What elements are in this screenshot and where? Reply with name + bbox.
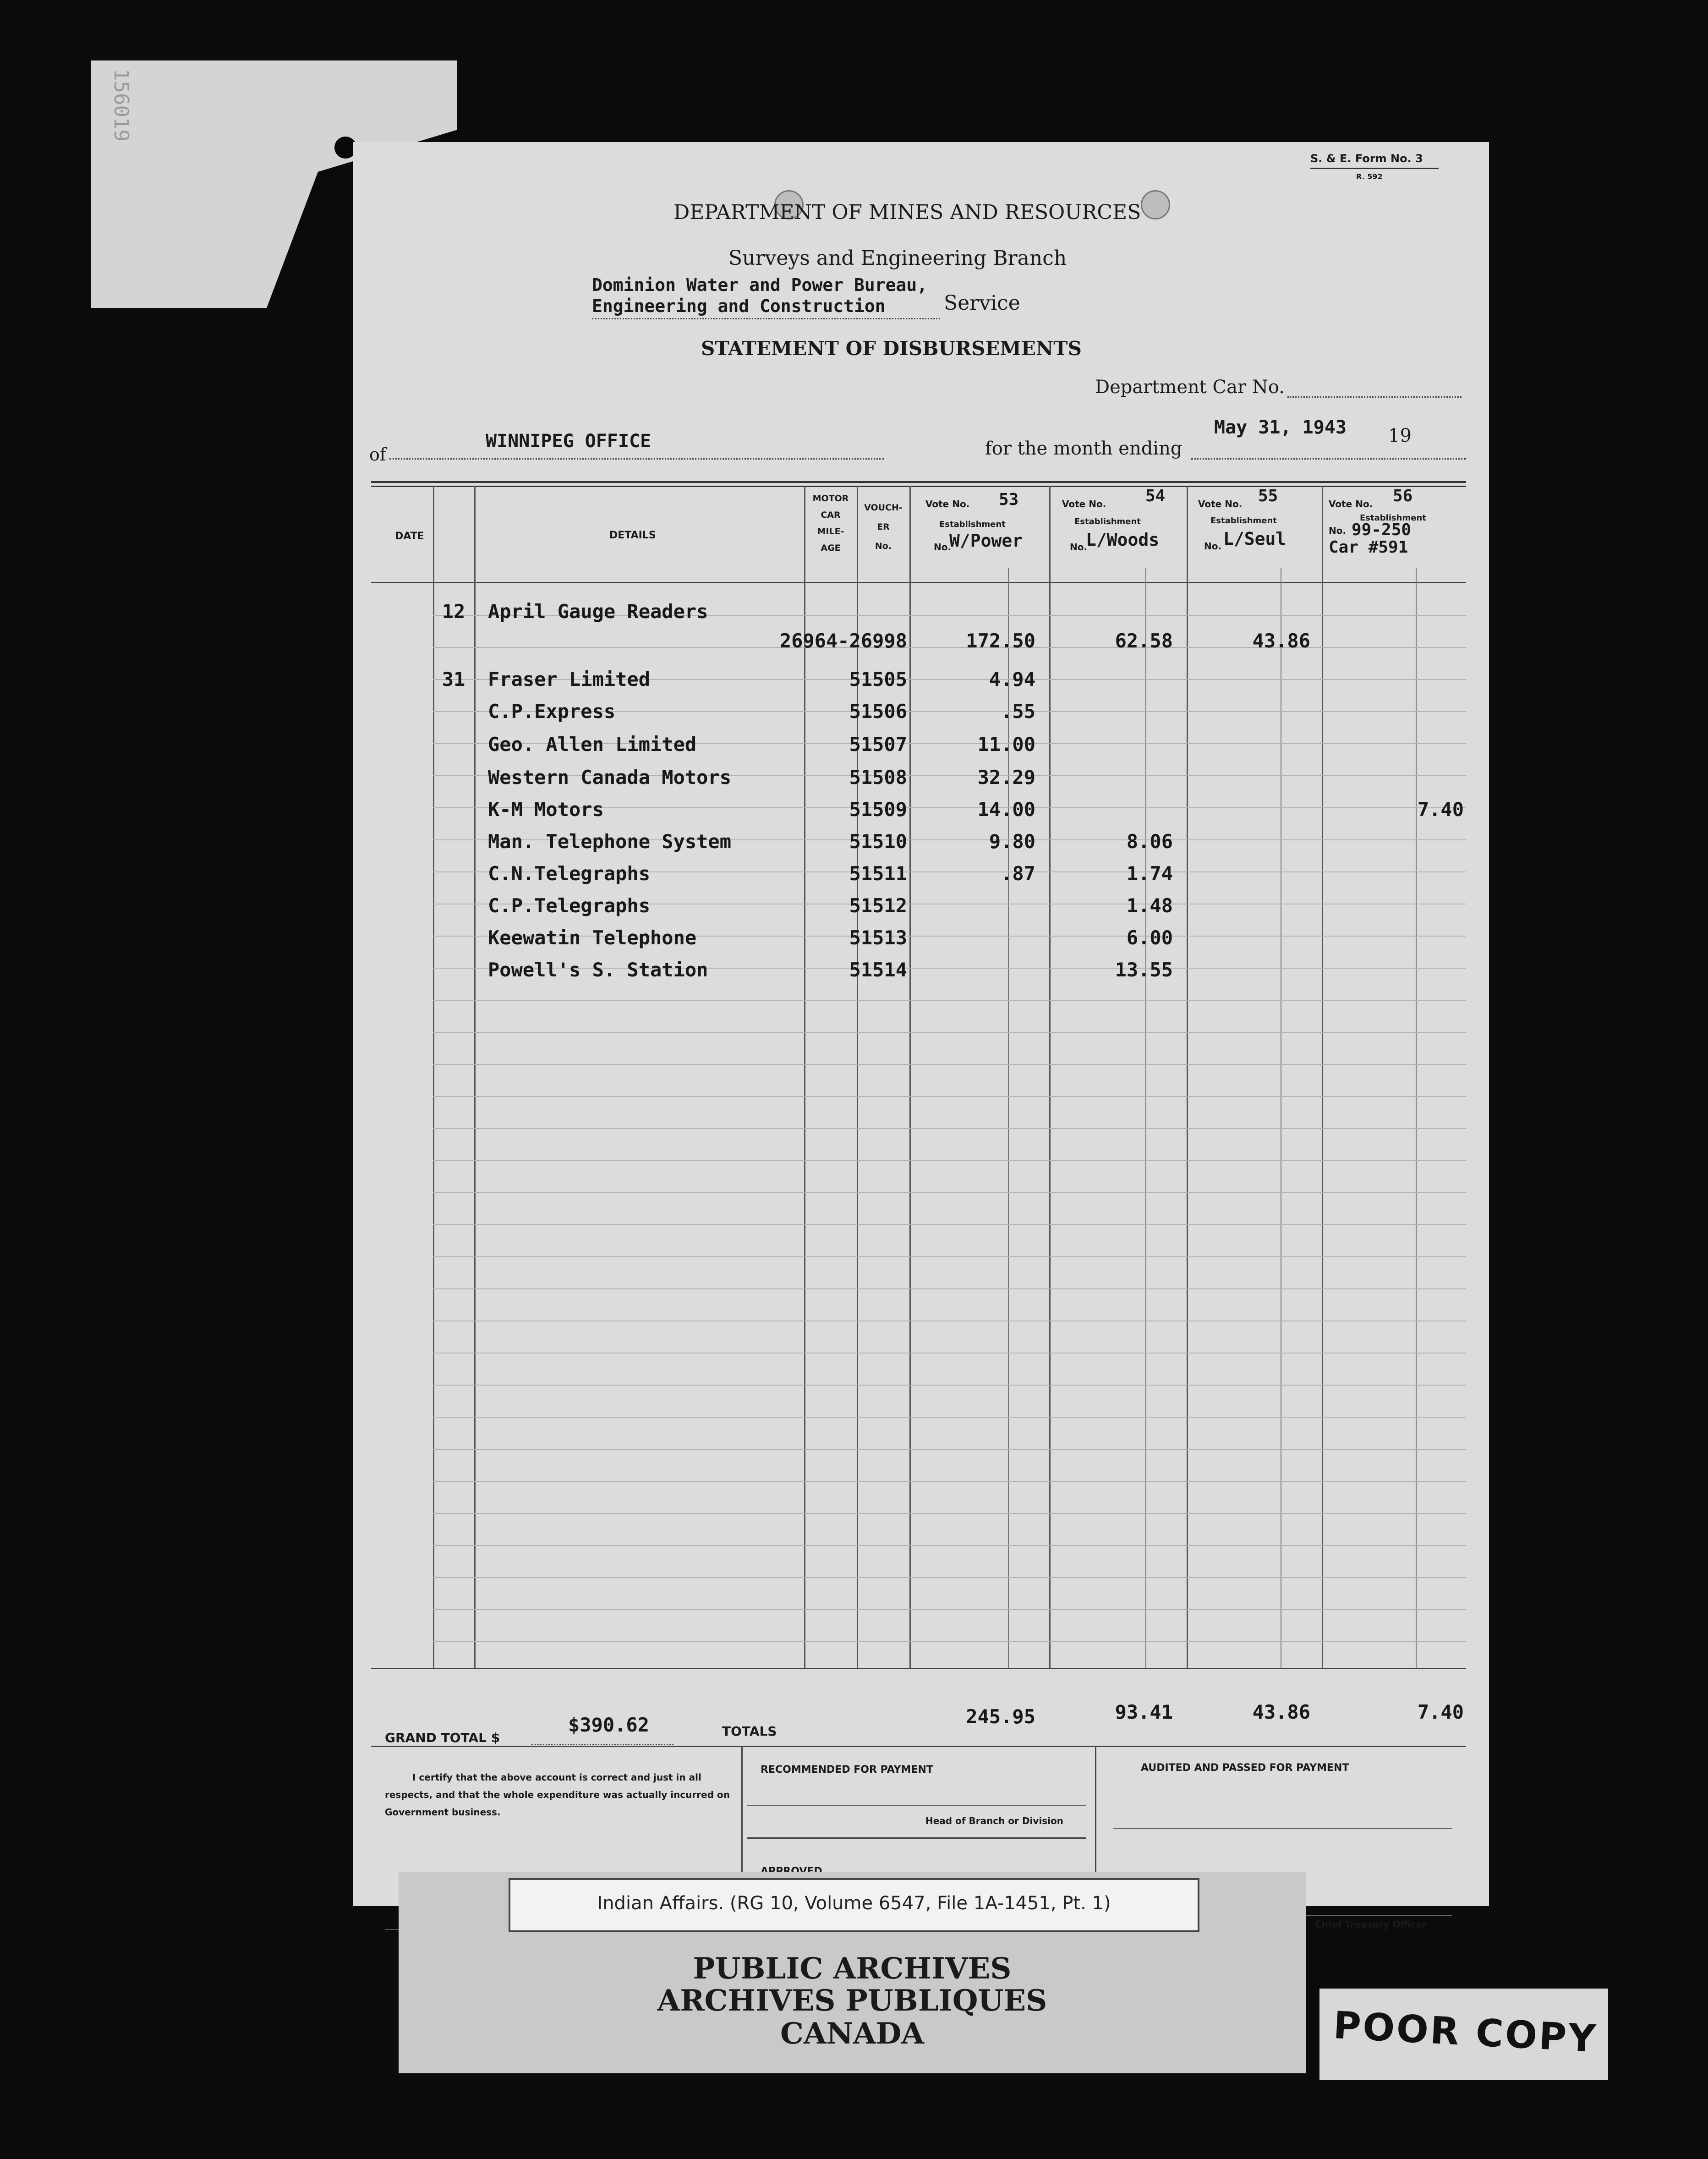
year-prefix: 19	[1388, 425, 1412, 446]
recommended-label: RECOMMENDED FOR PAYMENT	[761, 1764, 933, 1775]
table-top-rule	[371, 481, 1466, 483]
row-vote-53: .87	[1001, 862, 1035, 885]
ruled-line	[433, 1481, 1466, 1482]
row-voucher: 51514	[849, 959, 907, 981]
row-voucher: 51511	[849, 862, 907, 885]
treasury-label: Chief Treasury Officer	[1315, 1919, 1427, 1930]
punch-hole	[1141, 190, 1170, 219]
table-top-rule	[371, 486, 1466, 487]
ruled-line	[433, 1192, 1466, 1193]
total-vote-54: 93.41	[1115, 1701, 1173, 1723]
recommend-line	[747, 1805, 1086, 1806]
recommend-sign-line	[747, 1837, 1086, 1839]
month-value: May 31, 1943	[1214, 417, 1347, 438]
certification-text: I certify that the above account is correct and just in all respects, and that the whole expenditure was actually incurred on Government business.	[385, 1772, 730, 1818]
total-vote-53: 245.95	[966, 1705, 1035, 1728]
row-vote-53: 11.00	[977, 733, 1035, 756]
poor-copy-stamp	[1319, 1989, 1608, 2080]
establishment-label: Establishment	[1210, 516, 1277, 526]
totals-bottom-rule	[371, 1746, 1466, 1747]
table-header-rule	[371, 582, 1466, 583]
row-vote-53: 4.94	[989, 668, 1035, 690]
ruled-line	[433, 1641, 1466, 1642]
total-vote-55: 43.86	[1252, 1701, 1310, 1723]
car-label: Department Car No.	[1095, 377, 1285, 398]
col-rule	[1322, 486, 1323, 1668]
vote-55-number: 55	[1258, 487, 1278, 505]
ruled-line	[433, 1449, 1466, 1450]
disbursement-sheet	[353, 142, 1489, 1930]
archive-line-2: ARCHIVES PUBLIQUES	[657, 1984, 1047, 2018]
ruled-line	[433, 1032, 1466, 1033]
month-line	[1191, 458, 1466, 460]
office-line	[389, 458, 884, 460]
row-voucher: 51507	[849, 733, 907, 756]
archive-line-1: PUBLIC ARCHIVES	[693, 1951, 1012, 1986]
row-voucher: 51509	[849, 798, 907, 821]
row-vote-54: 1.48	[1126, 894, 1173, 917]
audited-line	[1113, 1828, 1452, 1829]
head-of-branch-label: Head of Branch or Division	[925, 1815, 1064, 1826]
row-details: C.P.Telegraphs	[488, 894, 651, 917]
row-date: 31	[442, 668, 465, 690]
row-voucher: 26964-26998	[779, 630, 907, 652]
col-rule	[433, 486, 434, 1668]
mileage-header: MOTOR CAR MILE- AGE	[812, 493, 849, 553]
vote-53-number: 53	[999, 490, 1019, 509]
row-details: Geo. Allen Limited	[488, 733, 697, 756]
establishment-label: Establishment	[939, 520, 1006, 529]
vote-56-establishment: 99-250	[1352, 521, 1412, 539]
ruled-line	[433, 1385, 1466, 1386]
month-label: for the month ending	[985, 438, 1182, 459]
col-rule	[804, 486, 805, 1668]
row-details: Keewatin Telephone	[488, 926, 697, 949]
row-vote-54: 13.55	[1115, 959, 1173, 981]
row-details: C.N.Telegraphs	[488, 862, 651, 885]
row-vote-53: .55	[1001, 700, 1035, 723]
ruled-line	[433, 1609, 1466, 1610]
poor-copy-text: POOR COPY	[1332, 2003, 1599, 2061]
row-vote-53: 9.80	[989, 830, 1035, 853]
ruled-line	[433, 1000, 1466, 1001]
details-header: DETAILS	[609, 530, 656, 541]
archive-reference-strip	[509, 1878, 1199, 1932]
archive-reference: Indian Affairs. (RG 10, Volume 6547, File 1A-1451, Pt. 1)	[597, 1893, 1111, 1914]
row-date: 12	[442, 600, 465, 623]
audited-label: AUDITED AND PASSED FOR PAYMENT	[1141, 1762, 1349, 1774]
form-number: S. & E. Form No. 3	[1310, 152, 1423, 165]
archive-label	[399, 1872, 1306, 2073]
date-header: DATE	[395, 531, 424, 542]
statement-title: STATEMENT OF DISBURSEMENTS	[701, 337, 1082, 360]
grand-total-value: $390.62	[568, 1714, 650, 1736]
row-details: Man. Telephone System	[488, 830, 732, 853]
voucher-header: VOUCH- ER No.	[864, 503, 903, 551]
bureau-line-1: Dominion Water and Power Bureau,	[592, 275, 928, 295]
form-code: R. 592	[1356, 172, 1383, 181]
vote-53-establishment: W/Power	[949, 531, 1023, 551]
row-vote-54: 6.00	[1126, 926, 1173, 949]
row-voucher: 51506	[849, 700, 907, 723]
col-rule	[857, 486, 858, 1668]
office-value: WINNIPEG OFFICE	[486, 431, 651, 452]
service-label: Service	[944, 291, 1020, 315]
establishment-label: Establishment	[1360, 513, 1426, 523]
ruled-line	[433, 1096, 1466, 1097]
col-rule	[1187, 486, 1188, 1668]
vote-56-car: Car #591	[1329, 538, 1408, 557]
col-rule	[474, 486, 476, 1668]
department-title: DEPARTMENT OF MINES AND RESOURCES	[673, 201, 1141, 224]
row-vote-53: 32.29	[977, 766, 1035, 789]
branch-title: Surveys and Engineering Branch	[728, 247, 1067, 270]
of-label: of	[369, 444, 386, 465]
vote-label: Vote No.	[1062, 499, 1106, 510]
form-number-rule	[1310, 168, 1439, 169]
totals-rule	[371, 1668, 1466, 1669]
row-vote-56: 7.40	[1417, 798, 1464, 821]
vote-label: Vote No.	[1329, 499, 1373, 510]
col-rule	[1049, 486, 1051, 1668]
establishment-label: Establishment	[1074, 517, 1141, 526]
vote-label: Vote No.	[1198, 499, 1243, 510]
ruled-line	[433, 1288, 1466, 1289]
ruled-line	[433, 1417, 1466, 1418]
grand-total-label: GRAND TOTAL $	[385, 1730, 500, 1745]
vote-55-establishment: L/Seul	[1223, 529, 1286, 549]
ruled-line	[433, 1545, 1466, 1546]
cents-rule	[1145, 568, 1146, 1668]
no-label: No.	[934, 542, 952, 553]
row-vote-54: 8.06	[1126, 830, 1173, 853]
row-vote-54: 62.58	[1115, 630, 1173, 652]
ruled-line	[433, 1256, 1466, 1257]
totals-label: TOTALS	[722, 1724, 777, 1739]
service-line	[592, 318, 940, 319]
col-rule	[909, 486, 911, 1668]
ruled-line	[433, 1224, 1466, 1225]
row-vote-53: 172.50	[966, 630, 1035, 652]
row-details: Powell's S. Station	[488, 959, 708, 981]
ruled-line	[433, 1064, 1466, 1065]
grand-total-line	[531, 1744, 673, 1745]
vote-label: Vote No.	[925, 499, 970, 510]
ruled-line	[433, 1577, 1466, 1578]
tab-stamp: 156019	[109, 69, 133, 142]
vote-56-number: 56	[1393, 487, 1413, 505]
row-details: April Gauge Readers	[488, 600, 708, 623]
no-label: No.	[1070, 542, 1088, 553]
row-details: C.P.Express	[488, 700, 616, 723]
no-label: No.	[1329, 525, 1347, 536]
row-vote-53: 14.00	[977, 798, 1035, 821]
total-vote-56: 7.40	[1417, 1701, 1464, 1723]
archive-line-3: CANADA	[780, 2017, 924, 2051]
vote-54-establishment: L/Woods	[1086, 530, 1160, 550]
vote-54-number: 54	[1145, 487, 1166, 505]
row-details: Western Canada Motors	[488, 766, 732, 789]
cents-rule	[1416, 568, 1417, 1668]
row-details: Fraser Limited	[488, 668, 651, 690]
row-voucher: 51505	[849, 668, 907, 690]
row-vote-54: 1.74	[1126, 862, 1173, 885]
ruled-line	[433, 1128, 1466, 1129]
ruled-line	[433, 1160, 1466, 1161]
row-voucher: 51512	[849, 894, 907, 917]
row-voucher: 51513	[849, 926, 907, 949]
row-voucher: 51508	[849, 766, 907, 789]
bureau-line-2: Engineering and Construction	[592, 296, 886, 316]
car-line	[1287, 396, 1462, 398]
row-voucher: 51510	[849, 830, 907, 853]
ruled-line	[433, 1513, 1466, 1514]
row-details: K-M Motors	[488, 798, 604, 821]
row-vote-55: 43.86	[1252, 630, 1310, 652]
no-label: No.	[1204, 541, 1222, 552]
